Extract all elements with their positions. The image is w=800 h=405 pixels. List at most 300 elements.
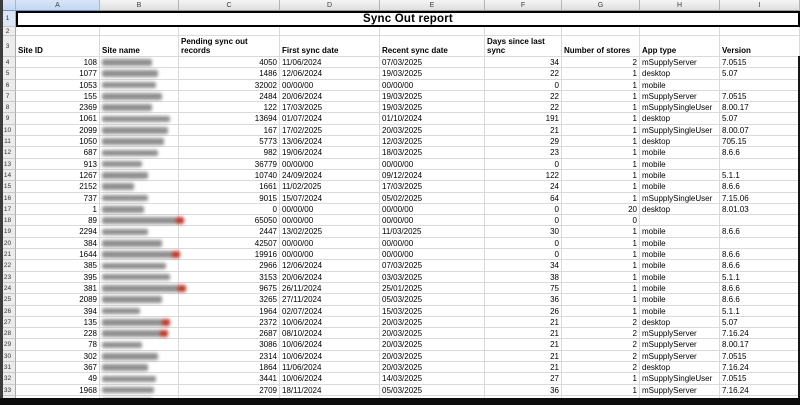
number-of-stores-cell[interactable]: 2 xyxy=(562,317,640,328)
pending-records-cell[interactable]: 32002 xyxy=(179,80,280,91)
days-since-last-sync-cell[interactable]: 22 xyxy=(485,68,562,79)
recent-sync-date-cell[interactable]: 19/03/2025 xyxy=(380,102,485,113)
recent-sync-date-cell[interactable]: 00/00/00 xyxy=(380,238,485,249)
version-cell[interactable]: 8.6.6 xyxy=(720,260,800,271)
recent-sync-date-cell[interactable]: 18/03/2025 xyxy=(380,147,485,158)
site-name-cell[interactable] xyxy=(100,136,179,147)
recent-sync-date-cell[interactable]: 07/03/2025 xyxy=(380,260,485,271)
number-of-stores-cell[interactable]: 1 xyxy=(562,272,640,283)
days-since-last-sync-cell[interactable]: 21 xyxy=(485,328,562,339)
row-header-5[interactable]: 5 xyxy=(0,68,16,79)
row-header-2[interactable]: 2 xyxy=(0,27,16,36)
column-header-G[interactable]: G xyxy=(562,0,640,11)
site-name-cell[interactable] xyxy=(100,215,179,226)
recent-sync-date-cell[interactable]: 20/03/2025 xyxy=(380,362,485,373)
version-cell[interactable] xyxy=(720,159,800,170)
site-id-cell[interactable]: 385 xyxy=(16,260,100,271)
row-header-32[interactable]: 32 xyxy=(0,373,16,384)
pending-records-cell[interactable]: 2709 xyxy=(179,385,280,396)
row-header-20[interactable]: 20 xyxy=(0,238,16,249)
number-of-stores-cell[interactable]: 1 xyxy=(562,170,640,181)
version-cell[interactable]: 8.00.17 xyxy=(720,102,800,113)
recent-sync-date-cell[interactable]: 20/03/2025 xyxy=(380,317,485,328)
recent-sync-date-cell[interactable]: 00/00/00 xyxy=(380,215,485,226)
app-type-cell[interactable]: mSupplySingleUser xyxy=(640,102,720,113)
first-sync-date-cell[interactable]: 18/11/2024 xyxy=(280,385,380,396)
pending-records-cell[interactable]: 3441 xyxy=(179,373,280,384)
row-header-1[interactable]: 1 xyxy=(0,11,16,27)
version-cell[interactable]: 7.15.06 xyxy=(720,193,800,204)
number-of-stores-cell[interactable]: 2 xyxy=(562,328,640,339)
first-sync-date-cell[interactable]: 17/03/2025 xyxy=(280,102,380,113)
site-id-cell[interactable]: 78 xyxy=(16,339,100,350)
version-cell[interactable]: 7.0515 xyxy=(720,57,800,68)
pending-records-cell[interactable]: 2372 xyxy=(179,317,280,328)
days-since-last-sync-cell[interactable]: 27 xyxy=(485,373,562,384)
first-sync-date-cell[interactable]: 26/11/2024 xyxy=(280,283,380,294)
site-id-cell[interactable]: 1644 xyxy=(16,249,100,260)
row-header-28[interactable]: 28 xyxy=(0,328,16,339)
app-type-cell[interactable]: mobile xyxy=(640,159,720,170)
app-type-cell[interactable] xyxy=(640,215,720,226)
app-type-cell[interactable]: mSupplySingleUser xyxy=(640,193,720,204)
recent-sync-date-cell[interactable]: 00/00/00 xyxy=(380,204,485,215)
version-cell[interactable]: 705.15 xyxy=(720,136,800,147)
first-sync-date-cell[interactable]: 00/00/00 xyxy=(280,159,380,170)
site-id-cell[interactable]: 367 xyxy=(16,362,100,373)
column-header-D[interactable]: D xyxy=(280,0,380,11)
days-since-last-sync-cell[interactable]: 36 xyxy=(485,385,562,396)
first-sync-date-cell[interactable]: 10/06/2024 xyxy=(280,373,380,384)
pending-records-cell[interactable]: 10740 xyxy=(179,170,280,181)
version-cell[interactable]: 5.07 xyxy=(720,68,800,79)
number-of-stores-cell[interactable]: 1 xyxy=(562,136,640,147)
recent-sync-date-cell[interactable]: 01/10/2024 xyxy=(380,113,485,124)
column-header-C[interactable]: C xyxy=(179,0,280,11)
site-name-cell[interactable] xyxy=(100,80,179,91)
days-since-last-sync-cell[interactable]: 22 xyxy=(485,102,562,113)
column-header-A[interactable]: A xyxy=(16,0,100,11)
site-name-cell[interactable] xyxy=(100,339,179,350)
number-of-stores-cell[interactable]: 1 xyxy=(562,193,640,204)
version-cell[interactable]: 8.6.6 xyxy=(720,181,800,192)
pending-records-cell[interactable]: 1864 xyxy=(179,362,280,373)
number-of-stores-cell[interactable]: 2 xyxy=(562,362,640,373)
app-type-cell[interactable]: desktop xyxy=(640,317,720,328)
app-type-cell[interactable]: mobile xyxy=(640,147,720,158)
site-id-cell[interactable]: 228 xyxy=(16,328,100,339)
recent-sync-date-cell[interactable]: 25/01/2025 xyxy=(380,283,485,294)
number-of-stores-cell[interactable]: 2 xyxy=(562,339,640,350)
pending-records-cell[interactable]: 0 xyxy=(179,204,280,215)
number-of-stores-cell[interactable]: 1 xyxy=(562,68,640,79)
site-id-cell[interactable]: 2099 xyxy=(16,125,100,136)
site-name-cell[interactable] xyxy=(100,328,179,339)
pending-records-cell[interactable]: 19916 xyxy=(179,249,280,260)
recent-sync-date-cell[interactable]: 19/03/2025 xyxy=(380,68,485,79)
row-header-17[interactable]: 17 xyxy=(0,204,16,215)
pending-records-cell[interactable]: 9015 xyxy=(179,193,280,204)
first-sync-date-cell[interactable]: 11/02/2025 xyxy=(280,181,380,192)
recent-sync-date-cell[interactable]: 05/03/2025 xyxy=(380,385,485,396)
column-header-F[interactable]: F xyxy=(485,0,562,11)
site-name-cell[interactable] xyxy=(100,249,179,260)
site-id-cell[interactable]: 108 xyxy=(16,57,100,68)
number-of-stores-cell[interactable]: 1 xyxy=(562,385,640,396)
site-name-cell[interactable] xyxy=(100,260,179,271)
app-type-cell[interactable]: mobile xyxy=(640,294,720,305)
pending-records-cell[interactable]: 2966 xyxy=(179,260,280,271)
pending-records-cell[interactable]: 5773 xyxy=(179,136,280,147)
version-cell[interactable]: 8.00.07 xyxy=(720,125,800,136)
first-sync-date-cell[interactable]: 00/00/00 xyxy=(280,249,380,260)
number-of-stores-cell[interactable]: 1 xyxy=(562,181,640,192)
site-name-cell[interactable] xyxy=(100,226,179,237)
site-name-cell[interactable] xyxy=(100,113,179,124)
row-header-11[interactable]: 11 xyxy=(0,136,16,147)
field-header-days-since-last-sync[interactable] xyxy=(485,36,562,57)
pending-records-cell[interactable]: 2314 xyxy=(179,351,280,362)
empty-cell[interactable] xyxy=(380,27,485,36)
days-since-last-sync-cell[interactable]: 29 xyxy=(485,136,562,147)
field-header-version[interactable] xyxy=(720,36,800,57)
pending-records-cell[interactable]: 982 xyxy=(179,147,280,158)
row-header-4[interactable]: 4 xyxy=(0,57,16,68)
first-sync-date-cell[interactable]: 19/06/2024 xyxy=(280,147,380,158)
row-header-22[interactable]: 22 xyxy=(0,260,16,271)
first-sync-date-cell[interactable]: 24/09/2024 xyxy=(280,170,380,181)
version-cell[interactable]: 7.16.24 xyxy=(720,385,800,396)
row-header-12[interactable]: 12 xyxy=(0,147,16,158)
number-of-stores-cell[interactable]: 1 xyxy=(562,125,640,136)
version-cell[interactable]: 7.0515 xyxy=(720,91,800,102)
row-header-15[interactable]: 15 xyxy=(0,181,16,192)
version-cell[interactable]: 5.1.1 xyxy=(720,272,800,283)
site-name-cell[interactable] xyxy=(100,306,179,317)
pending-records-cell[interactable]: 2447 xyxy=(179,226,280,237)
app-type-cell[interactable]: mSupplyServer xyxy=(640,328,720,339)
days-since-last-sync-cell[interactable]: 64 xyxy=(485,193,562,204)
first-sync-date-cell[interactable]: 00/00/00 xyxy=(280,204,380,215)
row-header-10[interactable]: 10 xyxy=(0,125,16,136)
app-type-cell[interactable]: mSupplyServer xyxy=(640,91,720,102)
column-header-H[interactable]: H xyxy=(640,0,720,11)
first-sync-date-cell[interactable]: 11/06/2024 xyxy=(280,57,380,68)
number-of-stores-cell[interactable]: 1 xyxy=(562,226,640,237)
pending-records-cell[interactable]: 65050 xyxy=(179,215,280,226)
app-type-cell[interactable]: mobile xyxy=(640,249,720,260)
field-header-pending-sync-out-records[interactable] xyxy=(179,36,280,57)
first-sync-date-cell[interactable]: 11/06/2024 xyxy=(280,362,380,373)
recent-sync-date-cell[interactable]: 12/03/2025 xyxy=(380,136,485,147)
field-header-app-type[interactable] xyxy=(640,36,720,57)
site-name-cell[interactable] xyxy=(100,362,179,373)
row-header-30[interactable]: 30 xyxy=(0,351,16,362)
pending-records-cell[interactable]: 3086 xyxy=(179,339,280,350)
app-type-cell[interactable]: desktop xyxy=(640,362,720,373)
recent-sync-date-cell[interactable]: 05/03/2025 xyxy=(380,294,485,305)
app-type-cell[interactable]: desktop xyxy=(640,204,720,215)
recent-sync-date-cell[interactable]: 11/03/2025 xyxy=(380,226,485,237)
version-cell[interactable]: 8.6.6 xyxy=(720,294,800,305)
days-since-last-sync-cell[interactable]: 24 xyxy=(485,181,562,192)
row-header-25[interactable]: 25 xyxy=(0,294,16,305)
site-id-cell[interactable]: 1053 xyxy=(16,80,100,91)
version-cell[interactable]: 5.1.1 xyxy=(720,306,800,317)
empty-cell[interactable] xyxy=(720,27,800,36)
app-type-cell[interactable]: desktop xyxy=(640,113,720,124)
number-of-stores-cell[interactable]: 1 xyxy=(562,306,640,317)
site-name-cell[interactable] xyxy=(100,170,179,181)
field-header-number-of-stores[interactable] xyxy=(562,36,640,57)
site-name-cell[interactable] xyxy=(100,181,179,192)
field-header-first-sync-date[interactable] xyxy=(280,36,380,57)
site-id-cell[interactable]: 1050 xyxy=(16,136,100,147)
site-id-cell[interactable]: 395 xyxy=(16,272,100,283)
row-header-7[interactable]: 7 xyxy=(0,91,16,102)
first-sync-date-cell[interactable]: 01/07/2024 xyxy=(280,113,380,124)
site-id-cell[interactable]: 1267 xyxy=(16,170,100,181)
recent-sync-date-cell[interactable]: 20/03/2025 xyxy=(380,339,485,350)
app-type-cell[interactable]: mSupplySingleUser xyxy=(640,373,720,384)
days-since-last-sync-cell[interactable]: 34 xyxy=(485,260,562,271)
row-header-9[interactable]: 9 xyxy=(0,113,16,124)
number-of-stores-cell[interactable]: 2 xyxy=(562,351,640,362)
site-id-cell[interactable]: 302 xyxy=(16,351,100,362)
app-type-cell[interactable]: mSupplyServer xyxy=(640,57,720,68)
site-id-cell[interactable]: 2294 xyxy=(16,226,100,237)
site-name-cell[interactable] xyxy=(100,102,179,113)
pending-records-cell[interactable]: 167 xyxy=(179,125,280,136)
site-id-cell[interactable]: 89 xyxy=(16,215,100,226)
row-header-23[interactable]: 23 xyxy=(0,272,16,283)
days-since-last-sync-cell[interactable]: 22 xyxy=(485,91,562,102)
version-cell[interactable]: 5.07 xyxy=(720,113,800,124)
row-header-18[interactable]: 18 xyxy=(0,215,16,226)
pending-records-cell[interactable]: 3153 xyxy=(179,272,280,283)
number-of-stores-cell[interactable]: 1 xyxy=(562,147,640,158)
version-cell[interactable]: 8.6.6 xyxy=(720,283,800,294)
first-sync-date-cell[interactable]: 10/06/2024 xyxy=(280,317,380,328)
empty-cell[interactable] xyxy=(16,27,100,36)
app-type-cell[interactable]: mobile xyxy=(640,283,720,294)
first-sync-date-cell[interactable]: 02/07/2024 xyxy=(280,306,380,317)
first-sync-date-cell[interactable]: 00/00/00 xyxy=(280,215,380,226)
site-name-cell[interactable] xyxy=(100,147,179,158)
app-type-cell[interactable]: mobile xyxy=(640,306,720,317)
days-since-last-sync-cell[interactable]: 21 xyxy=(485,351,562,362)
recent-sync-date-cell[interactable]: 14/03/2025 xyxy=(380,373,485,384)
first-sync-date-cell[interactable]: 08/10/2024 xyxy=(280,328,380,339)
first-sync-date-cell[interactable]: 00/00/00 xyxy=(280,238,380,249)
row-header-16[interactable]: 16 xyxy=(0,193,16,204)
pending-records-cell[interactable]: 9675 xyxy=(179,283,280,294)
first-sync-date-cell[interactable]: 20/06/2024 xyxy=(280,91,380,102)
recent-sync-date-cell[interactable]: 15/03/2025 xyxy=(380,306,485,317)
number-of-stores-cell[interactable]: 1 xyxy=(562,91,640,102)
pending-records-cell[interactable]: 1486 xyxy=(179,68,280,79)
row-header-6[interactable]: 6 xyxy=(0,80,16,91)
site-id-cell[interactable]: 2152 xyxy=(16,181,100,192)
version-cell[interactable]: 5.07 xyxy=(720,317,800,328)
first-sync-date-cell[interactable]: 15/07/2024 xyxy=(280,193,380,204)
empty-cell[interactable] xyxy=(562,27,640,36)
pending-records-cell[interactable]: 4050 xyxy=(179,57,280,68)
site-name-cell[interactable] xyxy=(100,238,179,249)
column-header-I[interactable]: I xyxy=(720,0,800,11)
field-header-recent-sync-date[interactable] xyxy=(380,36,485,57)
app-type-cell[interactable]: mobile xyxy=(640,226,720,237)
version-cell[interactable]: 7.16.24 xyxy=(720,328,800,339)
recent-sync-date-cell[interactable]: 00/00/00 xyxy=(380,249,485,260)
row-header-29[interactable]: 29 xyxy=(0,339,16,350)
pending-records-cell[interactable]: 3265 xyxy=(179,294,280,305)
number-of-stores-cell[interactable]: 1 xyxy=(562,260,640,271)
number-of-stores-cell[interactable]: 1 xyxy=(562,80,640,91)
app-type-cell[interactable]: mobile xyxy=(640,260,720,271)
number-of-stores-cell[interactable]: 1 xyxy=(562,249,640,260)
number-of-stores-cell[interactable]: 20 xyxy=(562,204,640,215)
pending-records-cell[interactable]: 42507 xyxy=(179,238,280,249)
version-cell[interactable]: 8.6.6 xyxy=(720,147,800,158)
number-of-stores-cell[interactable]: 2 xyxy=(562,57,640,68)
recent-sync-date-cell[interactable]: 05/02/2025 xyxy=(380,193,485,204)
pending-records-cell[interactable]: 36779 xyxy=(179,159,280,170)
row-header-13[interactable]: 13 xyxy=(0,159,16,170)
recent-sync-date-cell[interactable]: 03/03/2025 xyxy=(380,272,485,283)
pending-records-cell[interactable]: 122 xyxy=(179,102,280,113)
days-since-last-sync-cell[interactable]: 21 xyxy=(485,317,562,328)
version-cell[interactable]: 8.00.17 xyxy=(720,339,800,350)
first-sync-date-cell[interactable]: 00/00/00 xyxy=(280,80,380,91)
app-type-cell[interactable]: desktop xyxy=(640,68,720,79)
app-type-cell[interactable]: mobile xyxy=(640,170,720,181)
site-id-cell[interactable]: 135 xyxy=(16,317,100,328)
row-header-21[interactable]: 21 xyxy=(0,249,16,260)
field-header-site-name[interactable] xyxy=(100,36,179,57)
pending-records-cell[interactable]: 13694 xyxy=(179,113,280,124)
site-name-cell[interactable] xyxy=(100,91,179,102)
days-since-last-sync-cell[interactable]: 21 xyxy=(485,362,562,373)
first-sync-date-cell[interactable]: 10/06/2024 xyxy=(280,351,380,362)
days-since-last-sync-cell[interactable]: 0 xyxy=(485,238,562,249)
days-since-last-sync-cell[interactable]: 0 xyxy=(485,80,562,91)
first-sync-date-cell[interactable]: 12/06/2024 xyxy=(280,260,380,271)
row-header-31[interactable]: 31 xyxy=(0,362,16,373)
site-name-cell[interactable] xyxy=(100,68,179,79)
version-cell[interactable] xyxy=(720,215,800,226)
first-sync-date-cell[interactable]: 10/06/2024 xyxy=(280,339,380,350)
site-id-cell[interactable]: 737 xyxy=(16,193,100,204)
report-title-cell[interactable] xyxy=(16,11,800,27)
site-id-cell[interactable]: 381 xyxy=(16,283,100,294)
empty-cell[interactable] xyxy=(640,27,720,36)
row-header-3[interactable]: 3 xyxy=(0,36,16,57)
number-of-stores-cell[interactable]: 1 xyxy=(562,294,640,305)
days-since-last-sync-cell[interactable]: 34 xyxy=(485,57,562,68)
row-header-14[interactable]: 14 xyxy=(0,170,16,181)
version-cell[interactable]: 8.6.6 xyxy=(720,249,800,260)
site-id-cell[interactable]: 1 xyxy=(16,204,100,215)
app-type-cell[interactable]: desktop xyxy=(640,136,720,147)
site-id-cell[interactable]: 1968 xyxy=(16,385,100,396)
days-since-last-sync-cell[interactable]: 0 xyxy=(485,249,562,260)
recent-sync-date-cell[interactable]: 20/03/2025 xyxy=(380,328,485,339)
app-type-cell[interactable]: mobile xyxy=(640,181,720,192)
site-id-cell[interactable]: 913 xyxy=(16,159,100,170)
number-of-stores-cell[interactable]: 1 xyxy=(562,373,640,384)
site-name-cell[interactable] xyxy=(100,385,179,396)
number-of-stores-cell[interactable]: 0 xyxy=(562,215,640,226)
recent-sync-date-cell[interactable]: 17/03/2025 xyxy=(380,181,485,192)
recent-sync-date-cell[interactable]: 20/03/2025 xyxy=(380,351,485,362)
days-since-last-sync-cell[interactable]: 0 xyxy=(485,215,562,226)
days-since-last-sync-cell[interactable]: 36 xyxy=(485,294,562,305)
row-header-27[interactable]: 27 xyxy=(0,317,16,328)
pending-records-cell[interactable]: 1661 xyxy=(179,181,280,192)
empty-cell[interactable] xyxy=(280,27,380,36)
site-name-cell[interactable] xyxy=(100,193,179,204)
number-of-stores-cell[interactable]: 1 xyxy=(562,283,640,294)
site-id-cell[interactable]: 1061 xyxy=(16,113,100,124)
number-of-stores-cell[interactable]: 1 xyxy=(562,113,640,124)
empty-cell[interactable] xyxy=(100,27,179,36)
site-name-cell[interactable] xyxy=(100,373,179,384)
site-name-cell[interactable] xyxy=(100,159,179,170)
site-id-cell[interactable]: 1077 xyxy=(16,68,100,79)
recent-sync-date-cell[interactable]: 09/12/2024 xyxy=(380,170,485,181)
version-cell[interactable]: 7.16.24 xyxy=(720,362,800,373)
site-name-cell[interactable] xyxy=(100,294,179,305)
empty-cell[interactable] xyxy=(179,27,280,36)
number-of-stores-cell[interactable]: 1 xyxy=(562,238,640,249)
first-sync-date-cell[interactable]: 27/11/2024 xyxy=(280,294,380,305)
first-sync-date-cell[interactable]: 13/02/2025 xyxy=(280,226,380,237)
days-since-last-sync-cell[interactable]: 122 xyxy=(485,170,562,181)
version-cell[interactable]: 8.01.03 xyxy=(720,204,800,215)
app-type-cell[interactable]: mSupplySingleUser xyxy=(640,125,720,136)
first-sync-date-cell[interactable]: 13/06/2024 xyxy=(280,136,380,147)
site-id-cell[interactable]: 394 xyxy=(16,306,100,317)
site-id-cell[interactable]: 384 xyxy=(16,238,100,249)
recent-sync-date-cell[interactable]: 07/03/2025 xyxy=(380,57,485,68)
number-of-stores-cell[interactable]: 1 xyxy=(562,159,640,170)
first-sync-date-cell[interactable]: 12/06/2024 xyxy=(280,68,380,79)
recent-sync-date-cell[interactable]: 19/03/2025 xyxy=(380,91,485,102)
site-name-cell[interactable] xyxy=(100,351,179,362)
site-id-cell[interactable]: 49 xyxy=(16,373,100,384)
app-type-cell[interactable]: mobile xyxy=(640,80,720,91)
days-since-last-sync-cell[interactable]: 30 xyxy=(485,226,562,237)
row-header-8[interactable]: 8 xyxy=(0,102,16,113)
empty-cell[interactable] xyxy=(485,27,562,36)
pending-records-cell[interactable]: 2687 xyxy=(179,328,280,339)
version-cell[interactable]: 7.0515 xyxy=(720,373,800,384)
days-since-last-sync-cell[interactable]: 0 xyxy=(485,204,562,215)
pending-records-cell[interactable]: 1964 xyxy=(179,306,280,317)
site-name-cell[interactable] xyxy=(100,204,179,215)
app-type-cell[interactable]: mSupplyServer xyxy=(640,339,720,350)
first-sync-date-cell[interactable]: 20/06/2024 xyxy=(280,272,380,283)
site-name-cell[interactable] xyxy=(100,317,179,328)
version-cell[interactable] xyxy=(720,238,800,249)
column-header-B[interactable]: B xyxy=(100,0,179,11)
site-id-cell[interactable]: 2089 xyxy=(16,294,100,305)
days-since-last-sync-cell[interactable]: 75 xyxy=(485,283,562,294)
recent-sync-date-cell[interactable]: 20/03/2025 xyxy=(380,125,485,136)
recent-sync-date-cell[interactable]: 00/00/00 xyxy=(380,80,485,91)
days-since-last-sync-cell[interactable]: 26 xyxy=(485,306,562,317)
